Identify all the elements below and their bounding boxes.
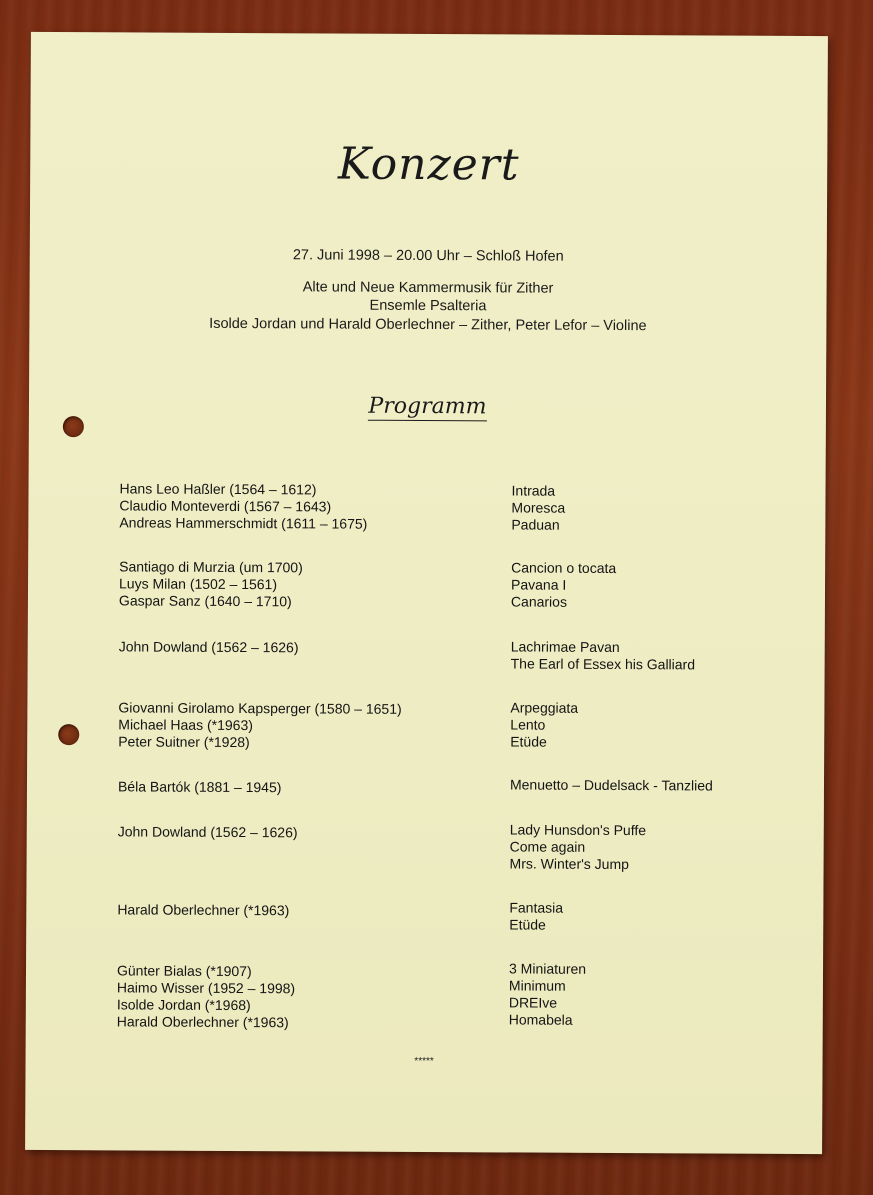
piece-entry: Etüde bbox=[509, 916, 546, 933]
program-group bbox=[28, 638, 825, 673]
piece-list bbox=[510, 699, 578, 750]
end-mark: ***** bbox=[414, 1055, 434, 1068]
piece-entry: Paduan bbox=[511, 516, 560, 533]
composer-entry: Günter Bialas (*1907) bbox=[116, 962, 252, 980]
piece-entry: Arpeggiata bbox=[510, 699, 579, 716]
program-group bbox=[28, 558, 825, 610]
program-group bbox=[26, 960, 823, 1031]
composer-entry: Michael Haas (*1963) bbox=[118, 716, 253, 734]
program-heading bbox=[29, 392, 826, 421]
composer-entry: John Dowland (1562 – 1626) bbox=[117, 823, 298, 841]
composer-entry: Andreas Hammerschmidt (1611 – 1675) bbox=[119, 514, 368, 532]
piece-entry: Mrs. Winter's Jump bbox=[509, 855, 629, 873]
composer-entry: Peter Suitner (*1928) bbox=[118, 733, 250, 751]
piece-entry: Homabela bbox=[508, 1011, 573, 1028]
punch-hole-top bbox=[63, 416, 84, 437]
piece-entry: Canarios bbox=[510, 593, 568, 610]
program-group bbox=[26, 899, 823, 933]
composer-entry: Isolde Jordan (*1968) bbox=[116, 996, 251, 1014]
composer-list bbox=[119, 480, 367, 532]
piece-list bbox=[511, 638, 696, 673]
piece-entry: Moresca bbox=[511, 499, 566, 516]
concert-title: Konzert bbox=[337, 138, 520, 191]
piece-list bbox=[511, 559, 616, 611]
composer-list bbox=[118, 699, 402, 751]
program-group bbox=[29, 480, 826, 533]
composer-entry: Harald Oberlechner (*1963) bbox=[116, 1013, 289, 1031]
composer-entry: Giovanni Girolamo Kapsperger (1580 – 1651) bbox=[118, 699, 402, 717]
composer-list bbox=[118, 778, 282, 796]
composer-entry: Harald Oberlechner (*1963) bbox=[117, 901, 290, 919]
program-group bbox=[27, 776, 824, 796]
piece-entry: Lento bbox=[510, 716, 546, 733]
piece-entry: 3 Miniaturen bbox=[508, 960, 587, 977]
piece-entry: Intrada bbox=[511, 482, 556, 499]
piece-list bbox=[509, 899, 563, 933]
ensemble-name: Ensemle Psalteria bbox=[369, 297, 487, 315]
piece-entry: Minimum bbox=[508, 977, 566, 994]
composer-entry: John Dowland (1562 – 1626) bbox=[118, 638, 299, 656]
piece-entry: Come again bbox=[509, 838, 586, 855]
piece-list bbox=[509, 960, 586, 1028]
composer-list bbox=[119, 558, 303, 610]
composer-entry: Béla Bartók (1881 – 1945) bbox=[117, 778, 282, 796]
subtitle-line: Alte und Neue Kammermusik für Zither bbox=[302, 279, 554, 297]
piece-list bbox=[511, 482, 565, 533]
punch-hole-bottom bbox=[58, 724, 79, 745]
composer-list bbox=[117, 901, 289, 919]
piece-entry: Lady Hunsdon's Puffe bbox=[509, 821, 647, 839]
performers-line: Isolde Jordan und Harald Oberlechner – Zither, Peter Lefor – Violine bbox=[209, 315, 647, 335]
piece-entry: The Earl of Essex his Galliard bbox=[510, 655, 696, 673]
piece-entry: Lachrimae Pavan bbox=[510, 638, 620, 656]
piece-entry: Pavana I bbox=[511, 576, 567, 593]
composer-list bbox=[117, 962, 296, 1031]
program-group bbox=[27, 699, 824, 751]
composer-entry: Luys Milan (1502 – 1561) bbox=[119, 575, 278, 593]
composer-entry: Santiago di Murzia (um 1700) bbox=[119, 558, 303, 576]
composer-list bbox=[119, 638, 299, 656]
composer-entry: Hans Leo Haßler (1564 – 1612) bbox=[119, 480, 317, 498]
piece-list bbox=[510, 776, 713, 794]
composer-entry: Gaspar Sanz (1640 – 1710) bbox=[118, 592, 292, 610]
piece-entry: Fantasia bbox=[509, 899, 564, 916]
piece-entry: Cancion o tocata bbox=[511, 559, 617, 576]
composer-entry: Haimo Wisser (1952 – 1998) bbox=[116, 979, 296, 997]
piece-list bbox=[510, 821, 647, 873]
piece-entry: DREIve bbox=[508, 994, 558, 1011]
program-sheet bbox=[25, 32, 828, 1154]
composer-entry: Claudio Monteverdi (1567 – 1643) bbox=[119, 497, 332, 515]
piece-entry: Etüde bbox=[510, 733, 547, 750]
piece-entry: Menuetto – Dudelsack - Tanzlied bbox=[509, 776, 713, 794]
program-group bbox=[27, 821, 824, 873]
program-heading-text: Programm bbox=[368, 393, 487, 420]
date-line: 27. Juni 1998 – 20.00 Uhr – Schloß Hofen bbox=[292, 247, 564, 265]
composer-list bbox=[118, 823, 298, 841]
